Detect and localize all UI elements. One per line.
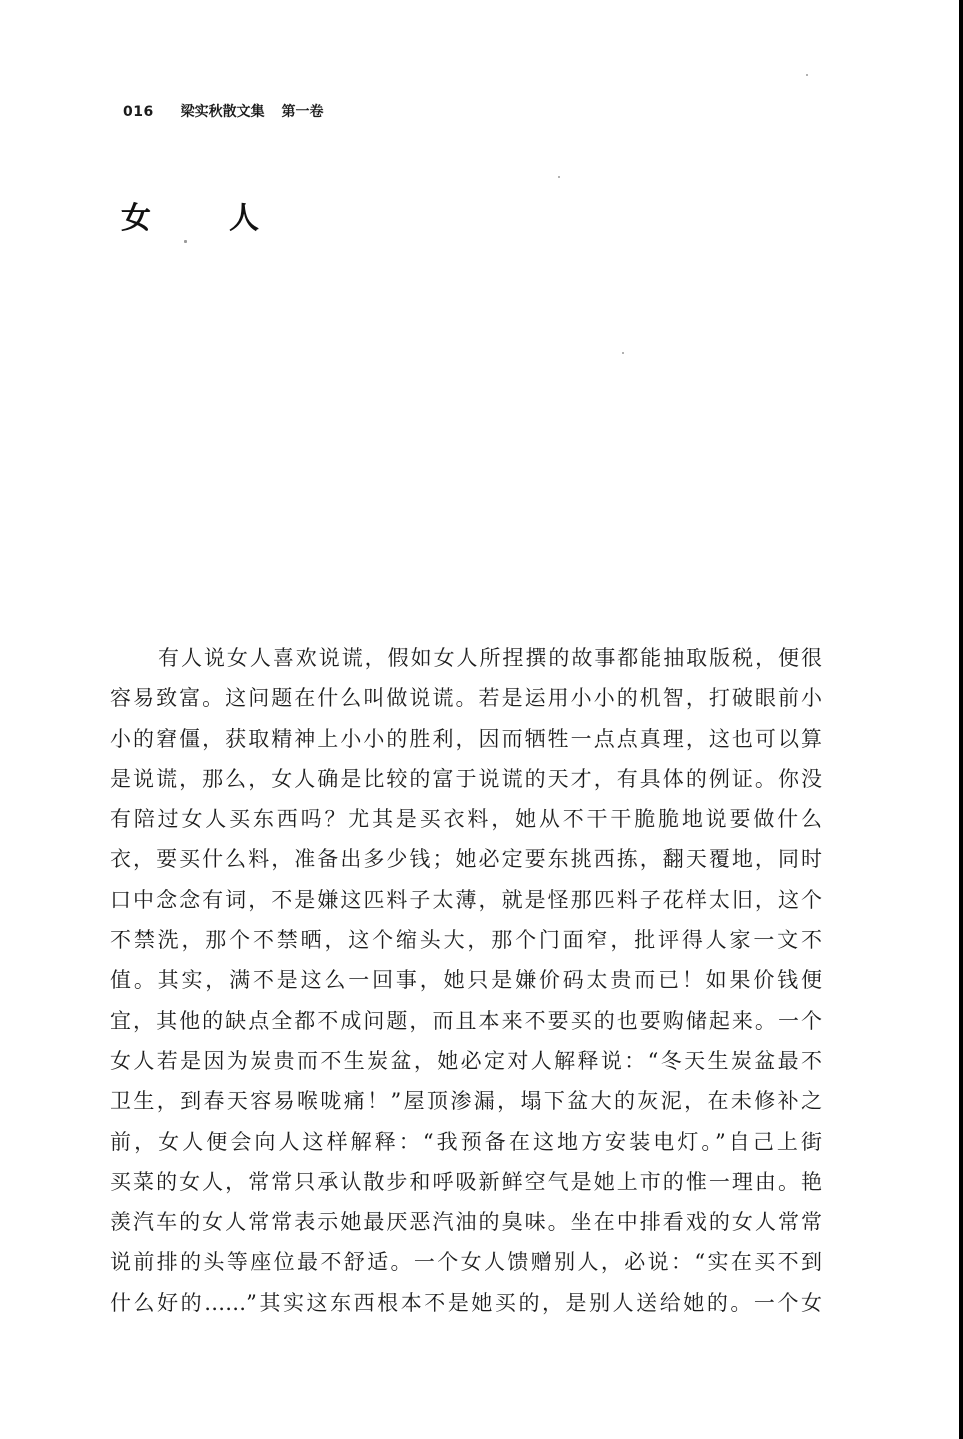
text-line: 宜，其他的缺点全都不成问题，而且本来不要买的也要购储起来。一个 [110, 1008, 822, 1033]
text-line: 有人说女人喜欢说谎，假如女人所捏撰的故事都能抽取版税，便很 [158, 646, 822, 670]
volume-label: 第一卷 [281, 104, 324, 120]
text-line: 羡汽车的女人常常表示她最厌恶汽油的臭味。坐在中排看戏的女人常常 [110, 1210, 822, 1235]
text-line: 卫生，到春天容易喉咙痛！”屋顶渗漏，塌下盆大的灰泥，在未修补之 [110, 1089, 822, 1114]
text-line: 容易致富。这问题在什么叫做说谎。若是运用小小的机智，打破眼前小 [110, 686, 822, 711]
text-line: 有陪过女人买东西吗？尤其是买衣料，她从不干干脆脆地说要做什么 [110, 807, 822, 832]
text-line: 口中念念有词，不是嫌这匹料子太薄，就是怪那匹料子花样太旧，这个 [110, 887, 822, 912]
scan-speck [184, 240, 187, 243]
essay-title: 女 人 [121, 201, 283, 236]
text-line: 说前排的头等座位最不舒适。一个女人馈赠别人，必说：“实在买不到 [110, 1250, 822, 1275]
text-line: 前，女人便会向人这样解释：“我预备在这地方安装电灯。”自己上街 [110, 1129, 822, 1154]
scan-speck [558, 176, 560, 178]
text-line: 女人若是因为炭贵而不生炭盆，她必定对人解释说：“冬天生炭盆最不 [110, 1048, 822, 1073]
scan-speck [622, 352, 624, 354]
text-line: 不禁洗，那个不禁晒，这个缩头大，那个门面窄，批评得人家一文不 [110, 928, 822, 953]
running-head [123, 101, 323, 123]
page-number: 016 [123, 104, 154, 120]
text-line: 是说谎，那么，女人确是比较的富于说谎的天才，有具体的例证。你没 [110, 766, 822, 791]
text-line: 什么好的……”其实这东西根本不是她买的，是别人送给她的。一个女 [110, 1290, 822, 1315]
scan-speck [806, 74, 808, 76]
text-line: 买菜的女人，常常只承认散步和呼吸新鲜空气是她上市的惟一理由。艳 [110, 1169, 822, 1194]
book-title: 梁实秋散文集 [180, 104, 265, 120]
text-line: 小的窘僵，获取精神上小小的胜利，因而牺牲一点点真理，这也可以算 [110, 726, 822, 751]
text-line: 值。其实，满不是这么一回事，她只是嫌价码太贵而已！如果价钱便 [110, 968, 822, 993]
text-line: 衣，要买什么料，准备出多少钱；她必定要东挑西拣，翻天覆地，同时 [110, 847, 822, 872]
body-text [110, 638, 822, 1323]
